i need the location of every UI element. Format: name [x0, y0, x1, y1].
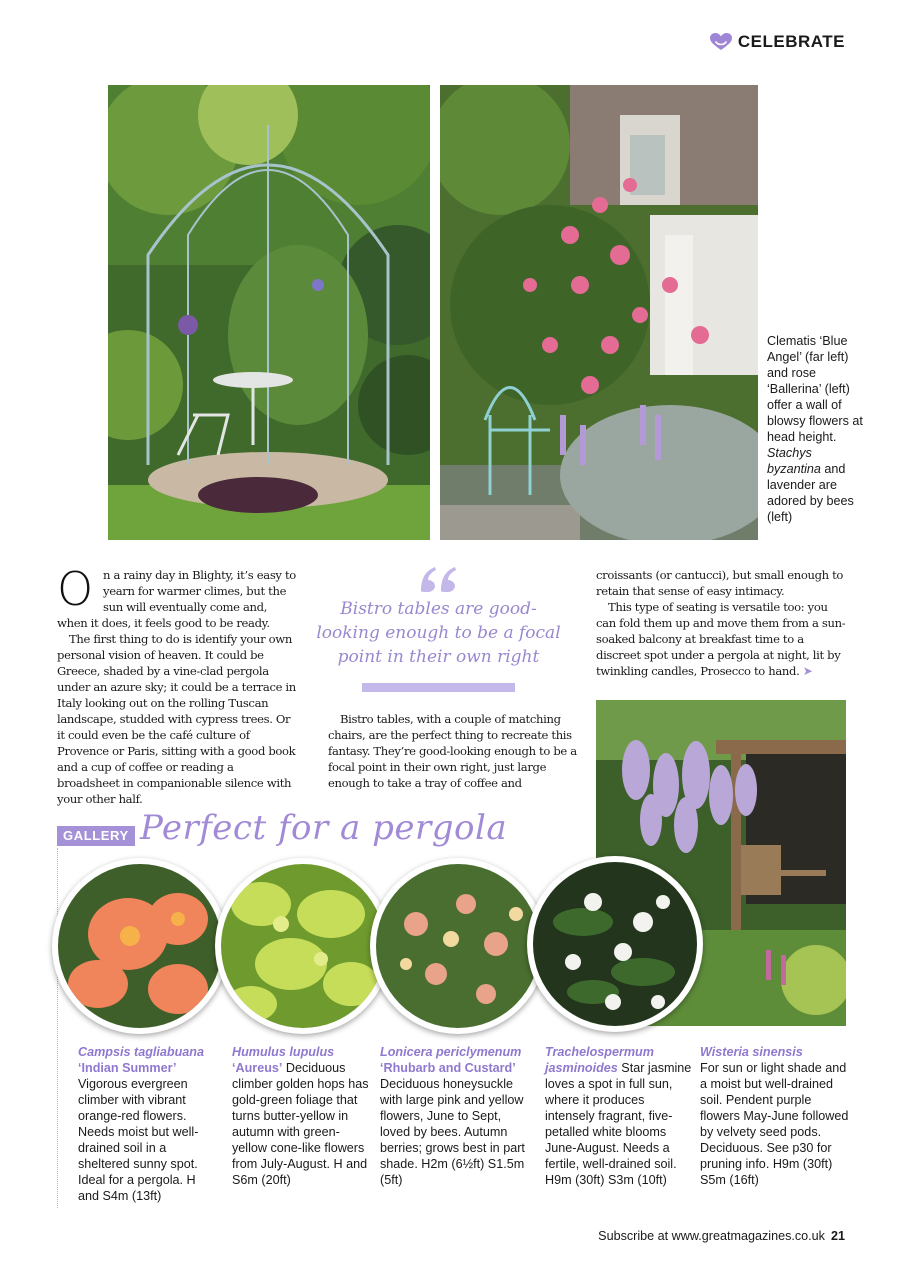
drop-cap: O — [57, 562, 93, 616]
article-column-3 — [596, 567, 846, 679]
plant-name: Trachelospermum jasminoides — [545, 1045, 654, 1075]
pull-quote — [316, 565, 561, 692]
plant-entry-campsis — [78, 1044, 218, 1204]
paragraph-vision: The first thing to do is identify your own personal vision of heaven. It could be Greece, shaded by a vine-clad pergola under an azure sky; it could be a terrace in Italy looking out on the rolling Tuscan landscape, studded with cypress trees. Or it could even be the café culture of Provence or Paris, sitting with a good book and a cup of coffee or reading a broadsheet in companionable silence with your other half. — [57, 632, 296, 806]
gallery-title: Perfect for a pergola — [140, 808, 508, 848]
plant-cultivar: ‘Rhubarb and Custard’ — [380, 1061, 516, 1075]
quote-mark-icon — [419, 565, 459, 593]
paragraph-versatile: This type of seating is versatile too: you can fold them up and move them from a sun-soaked balcony at breakfast time to a discreet spot under a pergola at night, lit by twinkling candles, Prosecco to hand. ➤ — [596, 600, 846, 678]
plant-description: Deciduous climber golden hops has gold-green foliage that turns butter-yellow in autumn with green-yellow cone-like flowers from July-August. H and S6m (20ft) — [232, 1061, 369, 1187]
page-footer — [598, 1229, 845, 1243]
photo-caption — [767, 333, 867, 525]
plant-entry-wisteria — [700, 1044, 850, 1188]
rose-cottage-photo — [440, 85, 758, 540]
pull-quote-text: Bistro tables are good-looking enough to be a focal point in their own right — [316, 599, 561, 667]
caption-italic-plant: Stachys byzantina — [767, 446, 821, 476]
plant-description: Deciduous honeysuckle with large pink and yellow flowers, June to Sept, loved by bees. Autumn berries; grows best in part shade. H2m (6½ft) S1.5m (5ft) — [380, 1077, 525, 1187]
page-number: 21 — [830, 1229, 845, 1243]
plant-description: Star jasmine loves a spot in full sun, where it produces intensely fragrant, five-petalled white blooms June-August. Needs a fertile, well-drained soil. H9m (30ft) S3m (10ft) — [545, 1061, 692, 1187]
plant-name: Campsis tagliabuana — [78, 1045, 204, 1059]
subscribe-link[interactable]: Subscribe at www.greatmagazines.co.uk — [598, 1229, 825, 1243]
pull-quote-bar — [362, 683, 515, 692]
plant-entry-lonicera — [380, 1044, 530, 1188]
caption-text-2: and lavender are adored by bees (left) — [767, 462, 854, 524]
section-label: CELEBRATE — [737, 32, 845, 51]
campsis-photo — [52, 858, 228, 1034]
trachelospermum-photo — [527, 856, 703, 1032]
plant-cultivar: ‘Aureus’ — [232, 1061, 283, 1075]
end-arrow-icon: ➤ — [802, 664, 813, 678]
humulus-photo — [215, 858, 391, 1034]
plant-description: Vigorous evergreen climber with vibrant orange-red flowers. Needs moist but well-drained soil in a sheltered sunny spot. Ideal for a pergola. H and S4m (13ft) — [78, 1077, 199, 1203]
article-column-1 — [57, 562, 297, 807]
section-header — [710, 32, 845, 52]
paragraph-intro: On a rainy day in Blighty, it’s easy to yearn for warmer climes, but the sun will eventually come and, when it does, it feels good to be ready. — [57, 562, 296, 630]
paragraph-bistro: Bistro tables, with a couple of matching chairs, are the perfect thing to recreate this fantasy. They’re good-looking enough to be a focal point in their own right, just large enough to take a tray of coffee and — [328, 712, 577, 790]
lonicera-photo — [370, 858, 546, 1034]
plant-entry-humulus — [232, 1044, 372, 1188]
plant-name: Wisteria sinensis — [700, 1045, 803, 1059]
gallery-tag: GALLERY — [57, 826, 135, 846]
garden-gazebo-photo — [108, 85, 430, 540]
plant-name: Lonicera periclymenum — [380, 1045, 522, 1059]
article-column-2 — [328, 711, 578, 791]
heart-icon — [710, 33, 732, 51]
dotted-divider — [57, 848, 58, 1208]
plant-entry-trachelospermum — [545, 1044, 695, 1188]
plant-description: For sun or light shade and a moist but well-drained soil. Pendent purple flowers May-June followed by velvety seed pods. Deciduous. See p30 for pruning info. H9m (30ft) S5m (16ft) — [700, 1061, 849, 1187]
plant-name: Humulus lupulus — [232, 1045, 335, 1059]
paragraph-croissants: croissants (or cantucci), but small enough to retain that sense of easy intimacy. — [596, 568, 844, 598]
plant-cultivar: ‘Indian Summer’ — [78, 1061, 177, 1075]
caption-text-1: Clematis ‘Blue Angel’ (far left) and rose ‘Ballerina’ (left) offer a wall of blowsy flowers at head height. — [767, 334, 863, 444]
